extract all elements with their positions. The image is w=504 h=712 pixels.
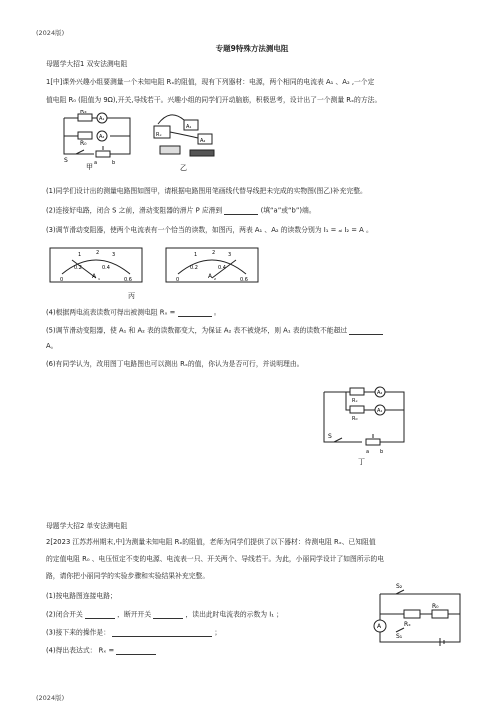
a1-label: A₁: [99, 116, 105, 122]
physical-setup-yi: [150, 106, 222, 172]
problem1-text-a: 1[中]课外兴趣小组要测量一个未知电阻 Rₓ的阻值，现有下列器材：电源，两个相同的电流表 A₁ 、A₂ ,一个定: [46, 78, 375, 86]
meter1-label: A: [92, 273, 97, 280]
svg-text:0: 0: [176, 277, 180, 283]
step-3-blank[interactable]: [112, 628, 212, 637]
step-3: (3)接下来的操作是： ；: [46, 628, 222, 637]
svg-text:A₁: A₁: [186, 124, 192, 130]
question-4-text-a: (4)根据两电流表读数可得出被测电阻 Rₓ =: [46, 308, 176, 317]
step-2: (2)闭合开关 ，断开开关 ，读出此时电流表的示数为 I₁ ；: [46, 610, 283, 619]
r0-label: R₀: [80, 140, 87, 147]
fig-label-yi: 乙: [180, 164, 187, 172]
svg-text:1: 1: [78, 252, 82, 258]
svg-text:S: S: [328, 433, 332, 440]
terminal-a-label: a: [94, 160, 98, 166]
page-header: (2024版): [36, 29, 65, 37]
svg-text:A: A: [377, 623, 382, 630]
fig-label-jia: 甲: [86, 163, 93, 170]
svg-text:₂: ₂: [214, 276, 217, 282]
question-2-text-a: (2)连接好电路，闭合 S 之前，滑动变阻器的滑片 P 应滑到: [46, 206, 223, 215]
svg-text:b: b: [380, 449, 384, 455]
circuit-diagram-problem2: [370, 580, 470, 652]
problem1-text-b: 值电阻 R₀ (阻值为 9Ω),开关,导线若干。兴趣小组的同学们开动脑筋，积极思考，设计出了一个测量 Rₓ的方法。: [46, 96, 382, 104]
svg-text:0.2: 0.2: [190, 265, 198, 271]
question-2-blank[interactable]: [224, 206, 258, 215]
svg-text:0.6: 0.6: [240, 277, 248, 283]
svg-text:A₂: A₂: [377, 390, 383, 396]
step-2-blank-2[interactable]: [153, 610, 183, 619]
question-3: (3)调节滑动变阻器，使两个电流表有一个恰当的读数，如图丙，两表 A₁ 、A₂ 的读数分别为 I₁ = ₐₗ I₂ = A 。: [46, 226, 373, 234]
step-4: (4)得出表达式： Rₓ =: [46, 646, 476, 655]
svg-text:Rₓ: Rₓ: [404, 621, 411, 628]
svg-text:A₂: A₂: [200, 138, 206, 144]
step-2-blank-1[interactable]: [85, 610, 115, 619]
svg-text:0.6: 0.6: [124, 277, 132, 283]
question-5-unit: A。: [46, 342, 58, 350]
rx-label: Rₓ: [80, 110, 87, 115]
svg-text:0: 0: [60, 277, 64, 283]
question-5-blank[interactable]: [349, 326, 383, 335]
svg-text:2: 2: [212, 250, 216, 256]
question-1: (1)同学们设计出的测量电路图如图甲，请根据电路图用笔画线代替导线把未完成的实物图(图乙)补充完整。: [46, 187, 367, 195]
svg-text:0.4: 0.4: [218, 265, 226, 271]
a2-label: A₂: [99, 134, 105, 140]
svg-text:₁: ₁: [98, 276, 101, 282]
question-5: [46, 326, 476, 335]
svg-text:1: 1: [194, 252, 198, 258]
svg-text:A₁: A₁: [377, 408, 383, 414]
svg-text:3: 3: [228, 252, 232, 258]
fig-label-bing: 丙: [128, 292, 135, 300]
step-1: (1)按电路图连接电路；: [46, 592, 117, 600]
problem2-text-c: 路，请你把小丽同学的实验步骤和实验结果补充完整。: [46, 572, 210, 580]
ammeter-readings-bing: [46, 244, 262, 290]
fig-label-ding: 丁: [358, 458, 365, 466]
question-4-text-b: 。: [213, 308, 221, 317]
svg-text:3: 3: [112, 252, 116, 258]
problem2-text-b: 的定值电阻 R₀ 、电压恒定不变的电源、电流表一只、开关两个、导线若干。为此，小丽同学设计了如图所示的电: [46, 555, 385, 563]
circuit-diagram-jia: [58, 110, 144, 170]
svg-text:Rₓ: Rₓ: [352, 398, 358, 404]
meter2-label: A: [208, 273, 213, 280]
question-6: (6)有同学认为，改用图丁电路图也可以测出 Rₓ的值，你认为是否可行，并说明理由。: [46, 360, 304, 368]
svg-text:2: 2: [96, 250, 100, 256]
question-4-blank[interactable]: [178, 308, 212, 317]
section-heading-1: 母题学大招1 双安法测电阻: [46, 60, 128, 68]
svg-text:0.4: 0.4: [102, 265, 110, 271]
svg-text:a: a: [366, 449, 370, 455]
question-5-text-a: (5)调节滑动变阻器，使 A₁ 和 A₂ 表的读数都变大，为保证 A₂ 表不被烧坏，则 A₁ 表的读数不能超过: [46, 326, 348, 335]
svg-text:S₁: S₁: [396, 633, 403, 640]
ammeter-1: [50, 248, 142, 283]
page-title: 专题9特殊方法测电阻: [215, 44, 289, 53]
problem2-text-a: 2[2023 江苏苏州期末,中]为测量未知电阻 Rₓ的阻值，老师为同学们提供了以下器材：待测电阻 Rₓ、已知阻值: [46, 538, 376, 546]
page-footer: (2024版): [36, 694, 65, 702]
question-4: [46, 308, 476, 317]
svg-text:R₀: R₀: [432, 603, 439, 610]
terminal-b-label: b: [112, 160, 116, 166]
circuit-diagram-ding: [316, 384, 412, 466]
svg-text:R₀: R₀: [352, 416, 358, 422]
question-2-text-b: (填“a”或“b”)端。: [260, 206, 316, 215]
svg-text:0.2: 0.2: [74, 265, 82, 271]
switch-s-label: S: [64, 157, 68, 164]
step-4-blank[interactable]: [116, 646, 156, 655]
section-heading-2: 母题学大招2 单安法测电阻: [46, 522, 128, 530]
svg-text:Rₓ: Rₓ: [156, 132, 162, 138]
ammeter-2: [166, 248, 258, 283]
question-2: [46, 206, 476, 215]
svg-text:S₂: S₂: [396, 583, 403, 590]
